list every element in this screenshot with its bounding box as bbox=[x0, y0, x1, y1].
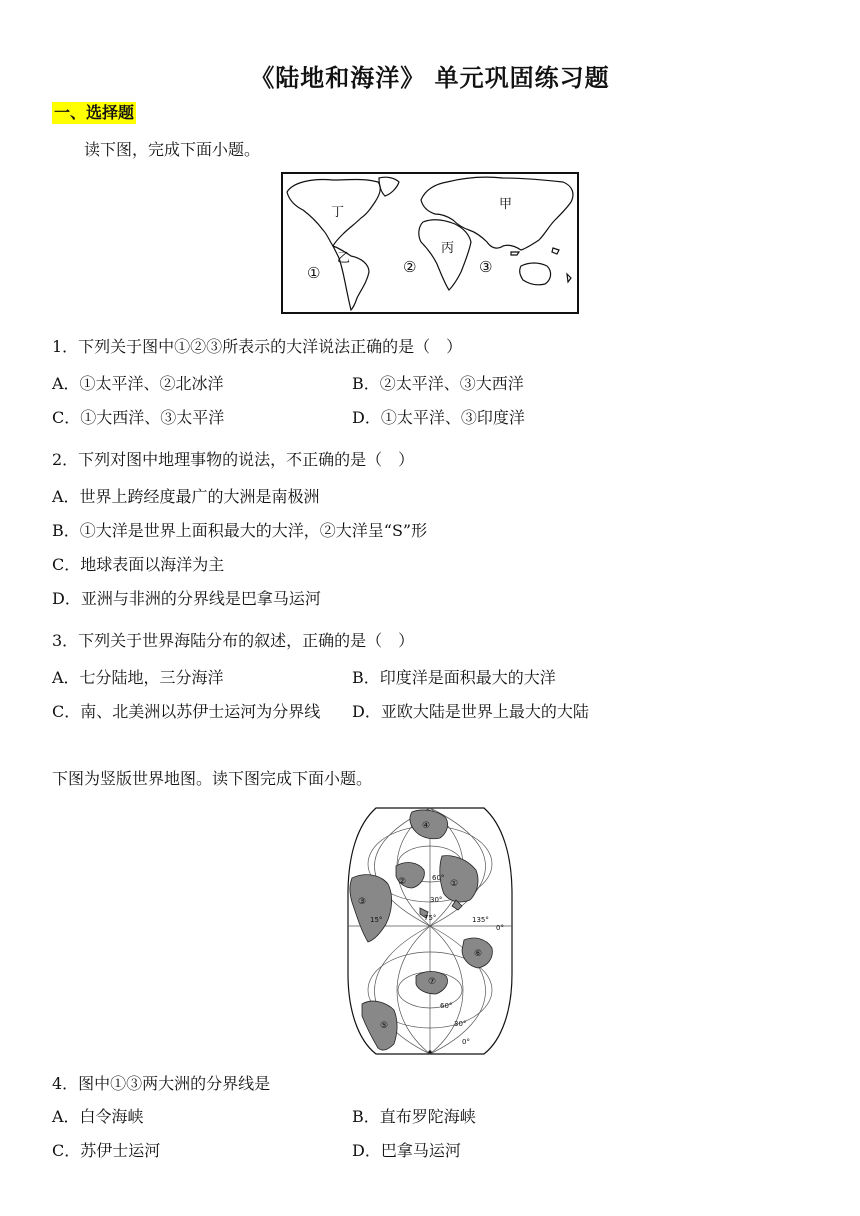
question-3-option-d[interactable]: D．亚欧大陆是世界上最大的大陆 bbox=[352, 702, 589, 721]
question-3-stem: 3．下列关于世界海陆分布的叙述，正确的是（ ） bbox=[52, 631, 415, 650]
question-2-option-d[interactable]: D．亚洲与非洲的分界线是巴拿马运河 bbox=[52, 589, 321, 608]
south-lat-60-label: 60° bbox=[440, 1002, 453, 1010]
question-3-option-c[interactable]: C．南、北美洲以苏伊士运河为分界线 bbox=[52, 702, 321, 721]
question-1-option-b[interactable]: B．②太平洋、③大西洋 bbox=[352, 374, 524, 393]
map2-label-1: ① bbox=[450, 879, 459, 889]
map2-label-4: ④ bbox=[422, 821, 431, 831]
lon-135-label: 135° bbox=[472, 916, 489, 924]
label-yi: 乙 bbox=[337, 251, 351, 266]
label-bing: 丙 bbox=[441, 241, 455, 256]
question-4-option-d[interactable]: D．巴拿马运河 bbox=[352, 1141, 461, 1160]
question-1-option-a[interactable]: A．①太平洋、②北冰洋 bbox=[52, 374, 224, 393]
eurasia-shape bbox=[421, 177, 573, 250]
lat-60-label: 60° bbox=[432, 874, 445, 882]
vertical-world-map-figure bbox=[346, 804, 514, 1058]
section-heading: 一、选择题 bbox=[54, 103, 135, 122]
equator-0-label: 0° bbox=[496, 924, 504, 932]
south-lat-0-label: 0° bbox=[462, 1038, 470, 1046]
question-1-option-d[interactable]: D．①太平洋、③印度洋 bbox=[352, 408, 525, 427]
lon-15-label: 15° bbox=[370, 916, 383, 924]
greenland-shape bbox=[379, 177, 399, 196]
world-map-figure bbox=[281, 172, 579, 314]
question-3-option-a[interactable]: A．七分陆地，三分海洋 bbox=[52, 668, 224, 687]
label-ocean-2: ② bbox=[403, 258, 417, 276]
page-title: 《陆地和海洋》 单元巩固练习题 bbox=[250, 64, 610, 92]
question-2-option-a[interactable]: A．世界上跨经度最广的大洲是南极洲 bbox=[52, 487, 320, 506]
question-2-stem: 2．下列对图中地理事物的说法，不正确的是（ ） bbox=[52, 450, 415, 469]
map2-label-5: ⑤ bbox=[380, 1021, 389, 1031]
map2-label-7: ⑦ bbox=[428, 977, 437, 987]
south-lat-30-label: 30° bbox=[454, 1020, 467, 1028]
label-ocean-3: ③ bbox=[479, 258, 493, 276]
map2-label-6: ⑥ bbox=[474, 949, 483, 959]
map2-label-3: ③ bbox=[358, 897, 367, 907]
question-4-option-a[interactable]: A．白令海峡 bbox=[52, 1107, 144, 1126]
question-4-option-c[interactable]: C．苏伊士运河 bbox=[52, 1141, 161, 1160]
intro-text-2: 下图为竖版世界地图。读下图完成下面小题。 bbox=[52, 769, 373, 788]
australia-shape bbox=[520, 263, 551, 285]
vertical-world-map-svg bbox=[346, 804, 514, 1058]
question-2-option-c[interactable]: C．地球表面以海洋为主 bbox=[52, 555, 225, 574]
question-1-stem: 1．下列关于图中①②③所表示的大洋说法正确的是（ ） bbox=[52, 337, 463, 356]
question-4-stem: 4．图中①③两大洲的分界线是 bbox=[52, 1074, 271, 1093]
intro-text-1: 读下图，完成下面小题。 bbox=[84, 140, 261, 159]
question-1-option-c[interactable]: C．①大西洋、③太平洋 bbox=[52, 408, 225, 427]
question-2-option-b[interactable]: B．①大洋是世界上面积最大的大洋，②大洋呈“S”形 bbox=[52, 521, 428, 540]
question-3-option-b[interactable]: B．印度洋是面积最大的大洋 bbox=[352, 668, 556, 687]
label-ocean-1: ① bbox=[307, 264, 321, 282]
world-map-svg bbox=[283, 174, 577, 312]
lon-75-label: 75° bbox=[424, 914, 437, 922]
lat-30-label: 30° bbox=[430, 896, 443, 904]
label-ding: 丁 bbox=[331, 205, 345, 220]
question-4-option-b[interactable]: B．直布罗陀海峡 bbox=[352, 1107, 476, 1126]
map2-label-2: ② bbox=[398, 877, 407, 887]
label-jia: 甲 bbox=[499, 197, 513, 212]
